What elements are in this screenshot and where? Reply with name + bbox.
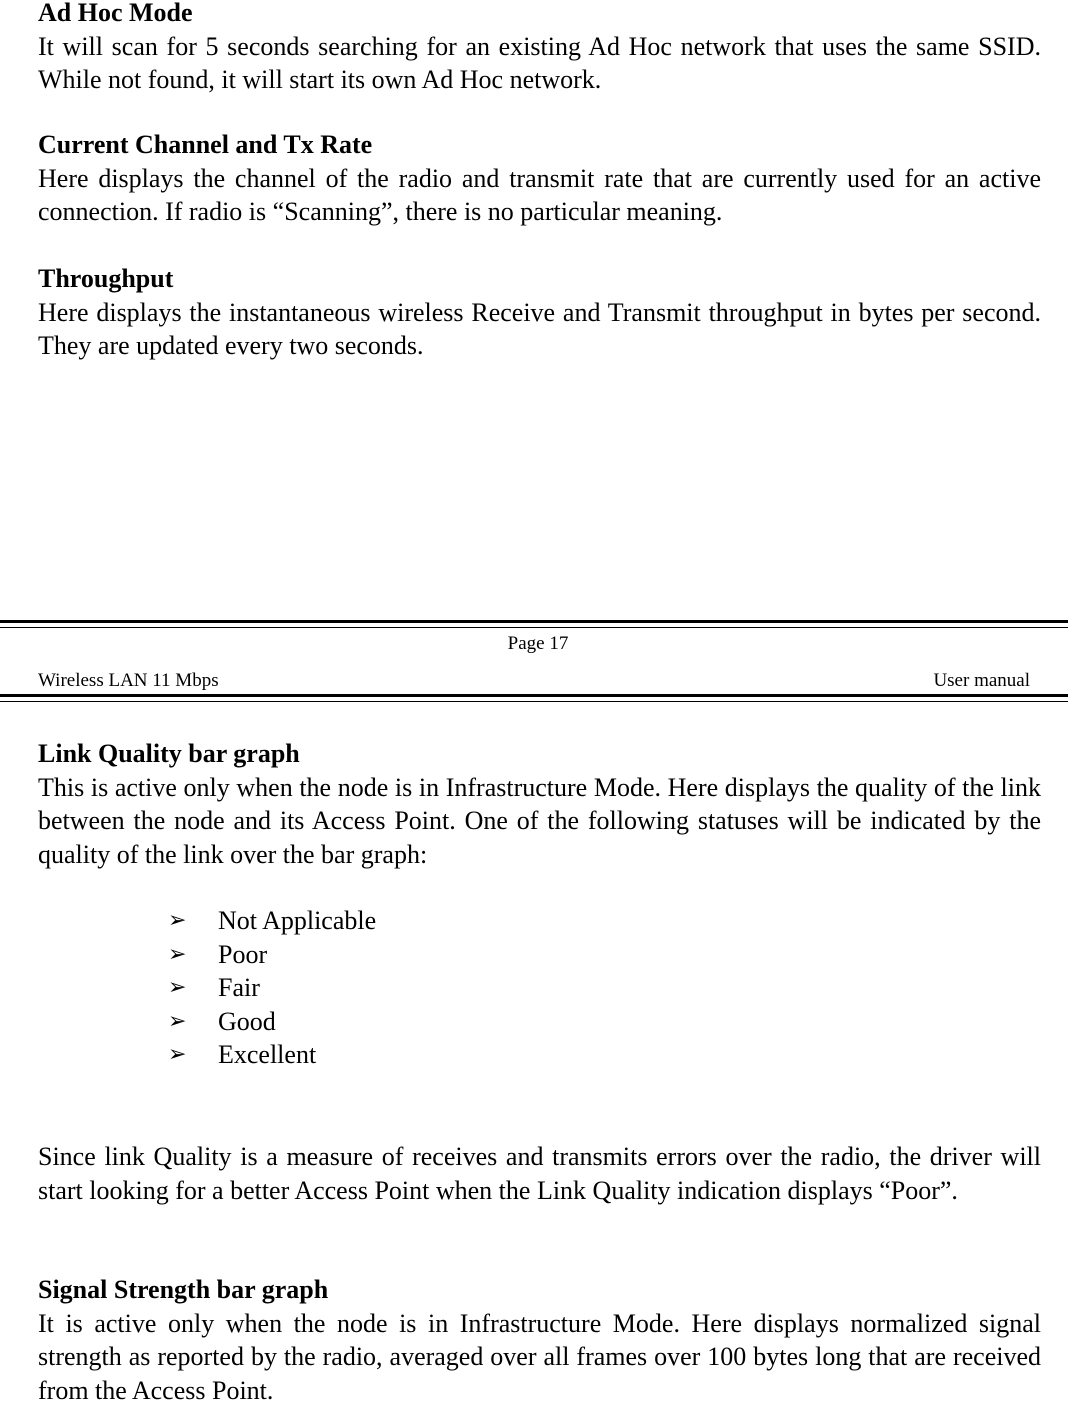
section-body: Since link Quality is a measure of receives and transmits errors over the radio, the driver will start looking for a better Access Point when the Link Quality indication displays “Poor”. (38, 1140, 1041, 1207)
list-item (168, 1038, 376, 1072)
list-item (168, 904, 376, 938)
section-current-channel (38, 128, 1041, 229)
status-label: Good (218, 1005, 276, 1039)
arrow-bullet-icon: ➢ (168, 1038, 218, 1072)
section-heading: Throughput (38, 262, 1041, 296)
status-label: Fair (218, 971, 260, 1005)
header-rule-thick (0, 694, 1068, 697)
status-label: Not Applicable (218, 904, 376, 938)
status-label: Poor (218, 938, 267, 972)
section-body: Here displays the instantaneous wireless Receive and Transmit throughput in bytes per second. They are updated every two seconds. (38, 296, 1041, 363)
section-heading: Current Channel and Tx Rate (38, 128, 1041, 162)
arrow-bullet-icon: ➢ (168, 971, 218, 1005)
section-throughput (38, 262, 1041, 363)
section-ad-hoc-mode (38, 0, 1041, 97)
list-item (168, 971, 376, 1005)
page-number: Page 17 (0, 633, 1068, 655)
list-item (168, 1005, 376, 1039)
section-signal-strength (38, 1273, 1041, 1407)
status-label: Excellent (218, 1038, 316, 1072)
footer-rule-thin (0, 627, 1068, 628)
header-rule-thin (0, 701, 1068, 702)
arrow-bullet-icon: ➢ (168, 938, 218, 972)
section-link-quality (38, 737, 1041, 871)
link-quality-note (38, 1140, 1041, 1207)
section-heading: Link Quality bar graph (38, 737, 1041, 771)
link-quality-status-list (168, 904, 376, 1072)
footer-rule-thick (0, 620, 1068, 623)
section-body: It is active only when the node is in Infrastructure Mode. Here displays normalized signal strength as reported by the radio, averaged over all frames over 100 bytes long that are received from the Access Point. (38, 1307, 1041, 1407)
section-body: This is active only when the node is in Infrastructure Mode. Here displays the quality of the link between the node and its Access Point. One of the following statuses will be indicated by the quality of the link over the bar graph: (38, 771, 1041, 872)
arrow-bullet-icon: ➢ (168, 904, 218, 938)
list-item (168, 938, 376, 972)
section-heading: Ad Hoc Mode (38, 0, 1041, 30)
section-body: It will scan for 5 seconds searching for an existing Ad Hoc network that uses the same SSID. While not found, it will start its own Ad Hoc network. (38, 30, 1041, 97)
arrow-bullet-icon: ➢ (168, 1005, 218, 1039)
header-doc-type: User manual (933, 670, 1030, 692)
header-title: Wireless LAN 11 Mbps (38, 670, 219, 692)
section-body: Here displays the channel of the radio and transmit rate that are currently used for an active connection. If radio is “Scanning”, there is no particular meaning. (38, 162, 1041, 229)
section-heading: Signal Strength bar graph (38, 1273, 1041, 1307)
